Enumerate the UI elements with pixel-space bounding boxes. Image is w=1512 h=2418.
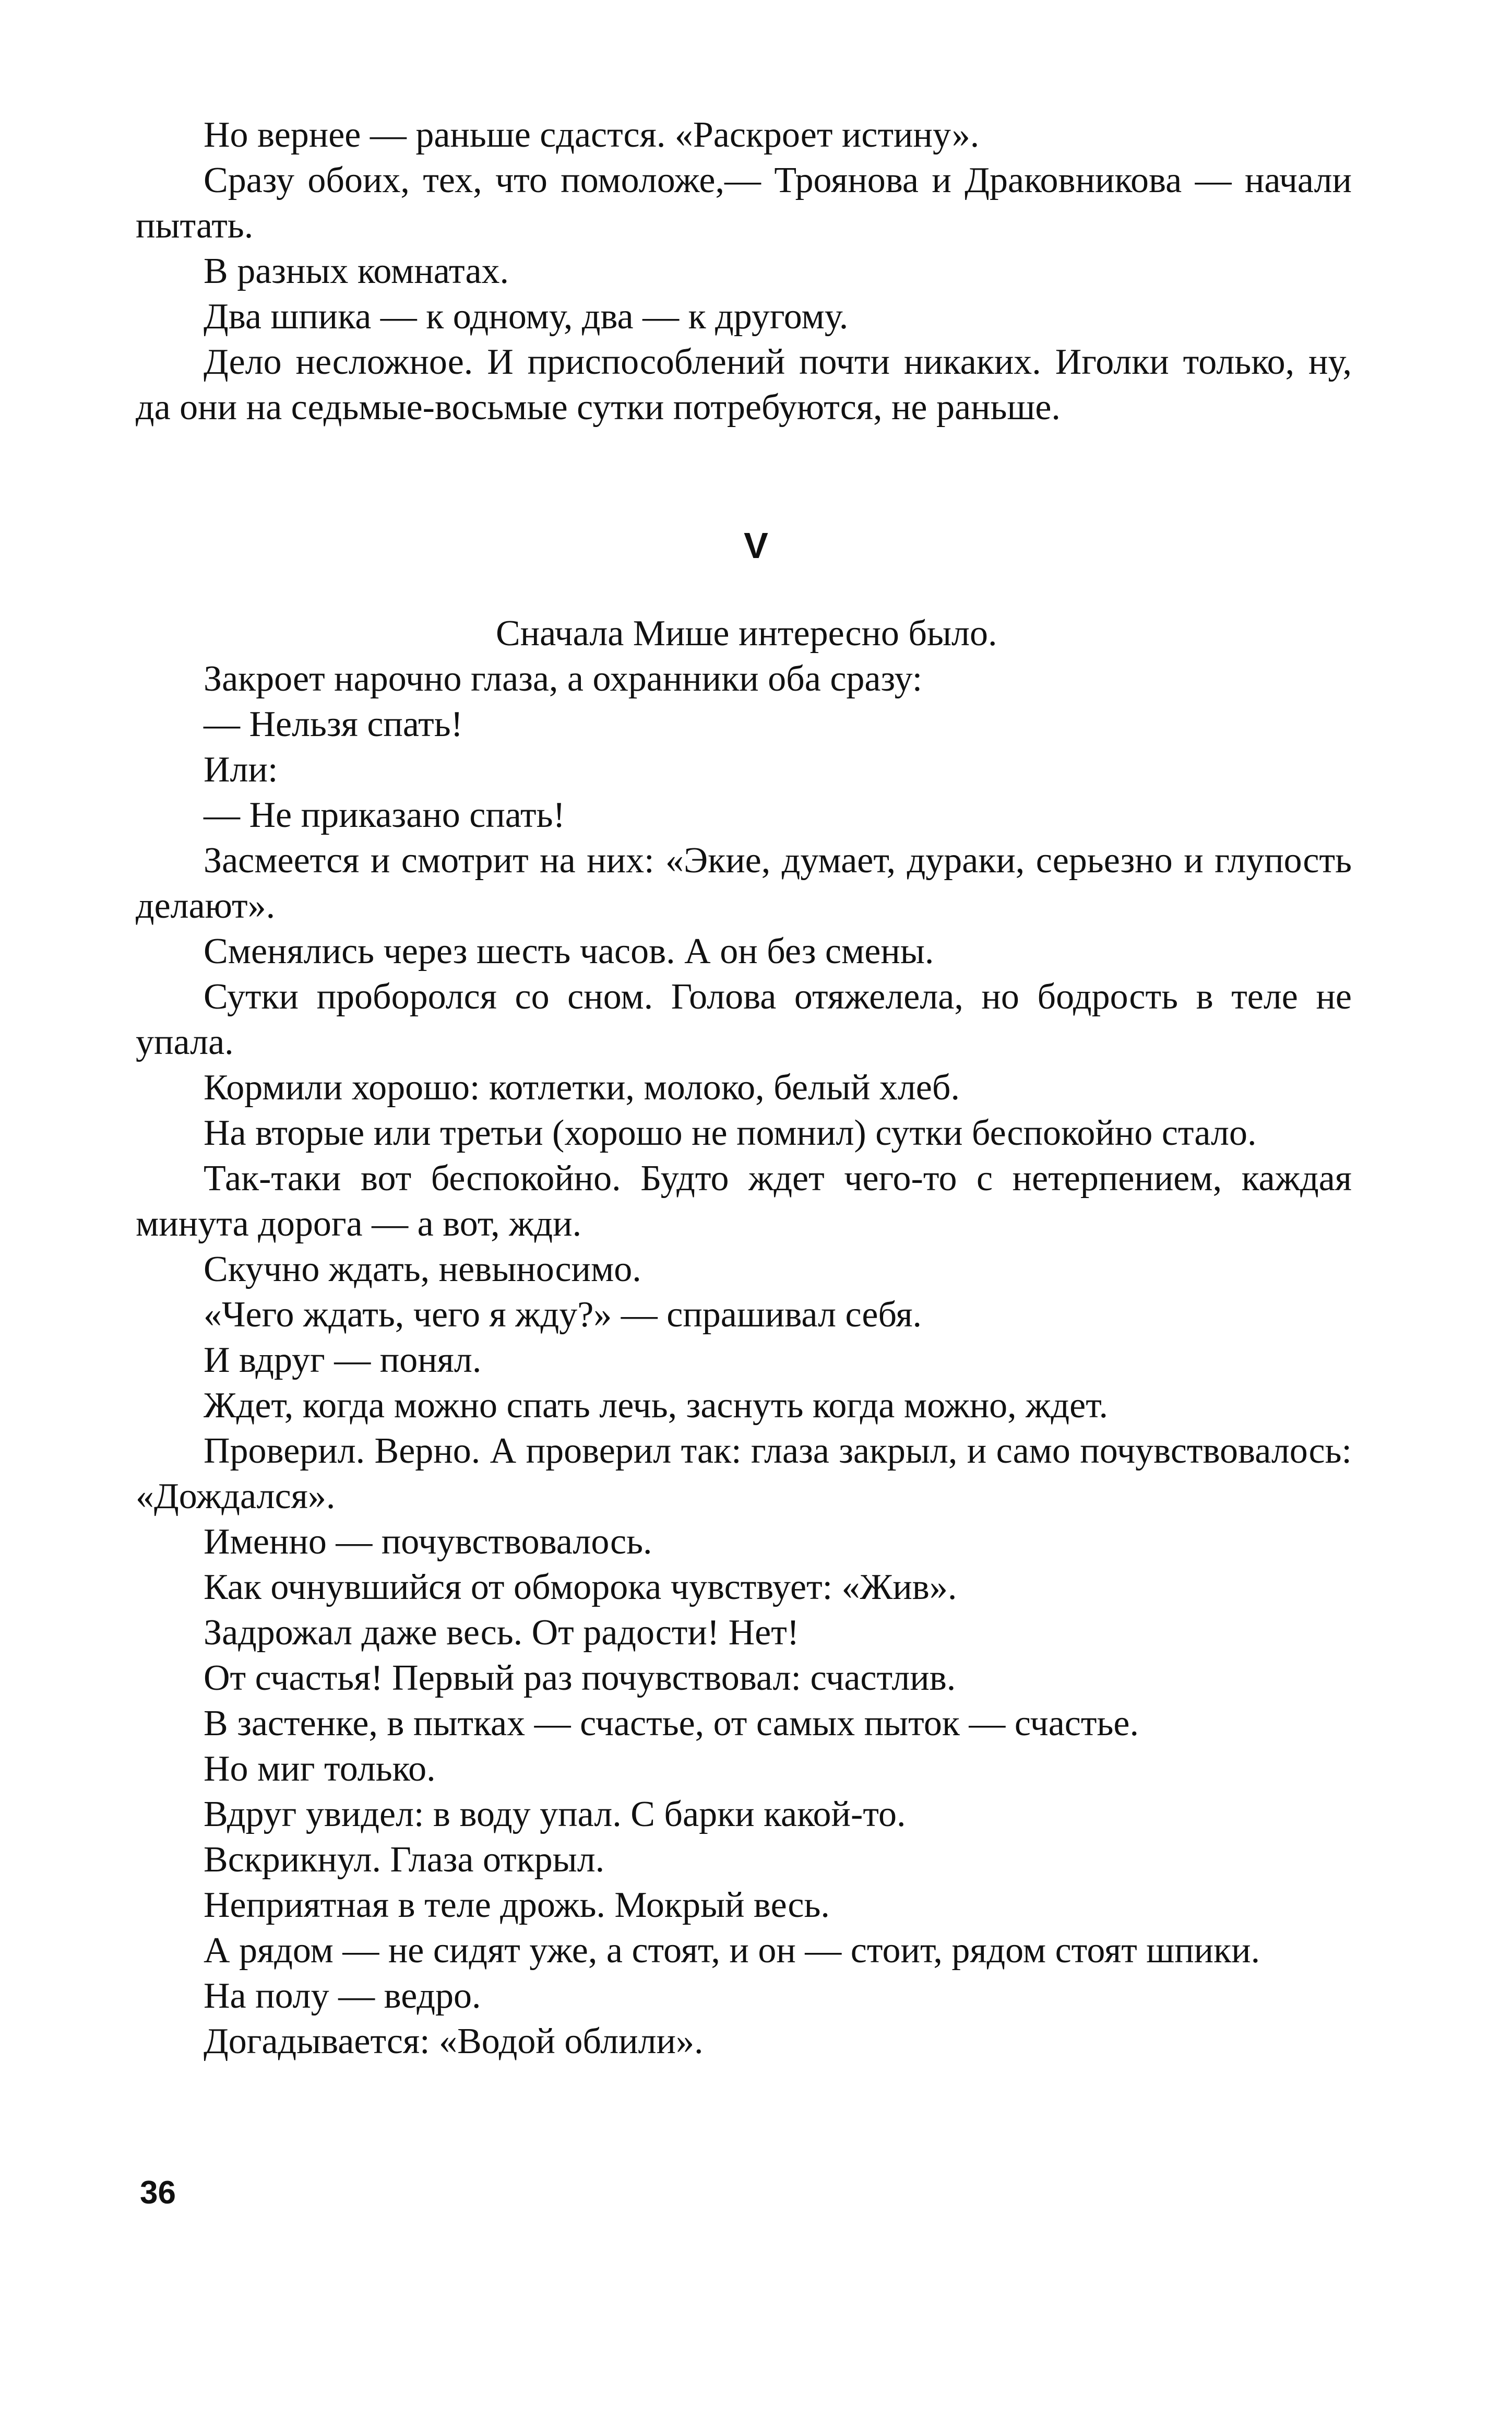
paragraph: Закроет нарочно глаза, а охранники оба сразу: bbox=[204, 659, 923, 699]
paragraph: На вторые или третьи (хорошо не помнил) сутки беспокойно стало. bbox=[204, 1113, 1257, 1153]
paragraph: Но миг только. bbox=[204, 1749, 436, 1789]
paragraph: И вдруг — понял. bbox=[204, 1340, 482, 1380]
text-block-top bbox=[136, 112, 1352, 430]
paragraph: Сразу обоих, тех, что помоложе,— Троянова и Драковникова — начали пытать. bbox=[136, 160, 1352, 246]
text-block-main bbox=[136, 611, 1352, 2064]
paragraph: Или: bbox=[204, 750, 278, 790]
paragraph: Кормили хорошо: котлетки, молоко, белый хлеб. bbox=[204, 1068, 960, 1108]
paragraph: Сначала Мише интересно было. bbox=[496, 613, 997, 654]
paragraph: Именно — почувствовалось. bbox=[204, 1522, 652, 1562]
page-number: 36 bbox=[140, 2175, 176, 2211]
paragraph: Догадывается: «Водой облили». bbox=[204, 2021, 704, 2061]
paragraph: — Нельзя спать! bbox=[204, 704, 463, 744]
paragraph: Проверил. Верно. А проверил так: глаза закрыл, и само почувствовалось: «Дождался». bbox=[136, 1431, 1352, 1516]
paragraph: Два шпика — к одному, два — к другому. bbox=[204, 297, 849, 337]
paragraph: А рядом — не сидят уже, а стоят, и он — стоит, рядом стоят шпики. bbox=[204, 1930, 1260, 1971]
paragraph: Но вернее — раньше сдастся. «Раскроет истину». bbox=[204, 115, 980, 155]
paragraph: Как очнувшийся от обморока чувствует: «Жив». bbox=[204, 1567, 957, 1607]
paragraph: Ждет, когда можно спать лечь, заснуть когда можно, ждет. bbox=[204, 1385, 1109, 1426]
paragraph: В застенке, в пытках — счастье, от самых пыток — счастье. bbox=[204, 1703, 1139, 1744]
paragraph: На полу — ведро. bbox=[204, 1976, 481, 2016]
paragraph: Вдруг увидел: в воду упал. С барки какой-то. bbox=[204, 1794, 906, 1834]
paragraph: Засмеется и смотрит на них: «Экие, думает, дураки, серьезно и глупость делают». bbox=[136, 840, 1352, 926]
paragraph: Сменялись через шесть часов. А он без смены. bbox=[204, 931, 934, 971]
paragraph: — Не приказано спать! bbox=[204, 795, 565, 835]
section-heading: V bbox=[744, 525, 768, 566]
paragraph: Дело несложное. И приспособлений почти никаких. Иголки только, ну, да они на седьмые-восьмые сутки потребуются, не раньше. bbox=[136, 342, 1352, 428]
paragraph: «Чего ждать, чего я жду?» — спрашивал себя. bbox=[204, 1295, 922, 1335]
paragraph: Вскрикнул. Глаза открыл. bbox=[204, 1840, 605, 1880]
paragraph: Так-таки вот беспокойно. Будто ждет чего-то с нетерпением, каждая минута дорога — а вот, жди. bbox=[136, 1158, 1352, 1244]
paragraph: Скучно ждать, невыносимо. bbox=[204, 1249, 641, 1289]
paragraph: Сутки проборолся со сном. Голова отяжелела, но бодрость в теле не упала. bbox=[136, 977, 1352, 1062]
paragraph: В разных комнатах. bbox=[204, 251, 509, 291]
paragraph: Задрожал даже весь. От радости! Нет! bbox=[204, 1613, 800, 1653]
paragraph: Неприятная в теле дрожь. Мокрый весь. bbox=[204, 1885, 830, 1925]
paragraph: От счастья! Первый раз почувствовал: счастлив. bbox=[204, 1658, 956, 1698]
